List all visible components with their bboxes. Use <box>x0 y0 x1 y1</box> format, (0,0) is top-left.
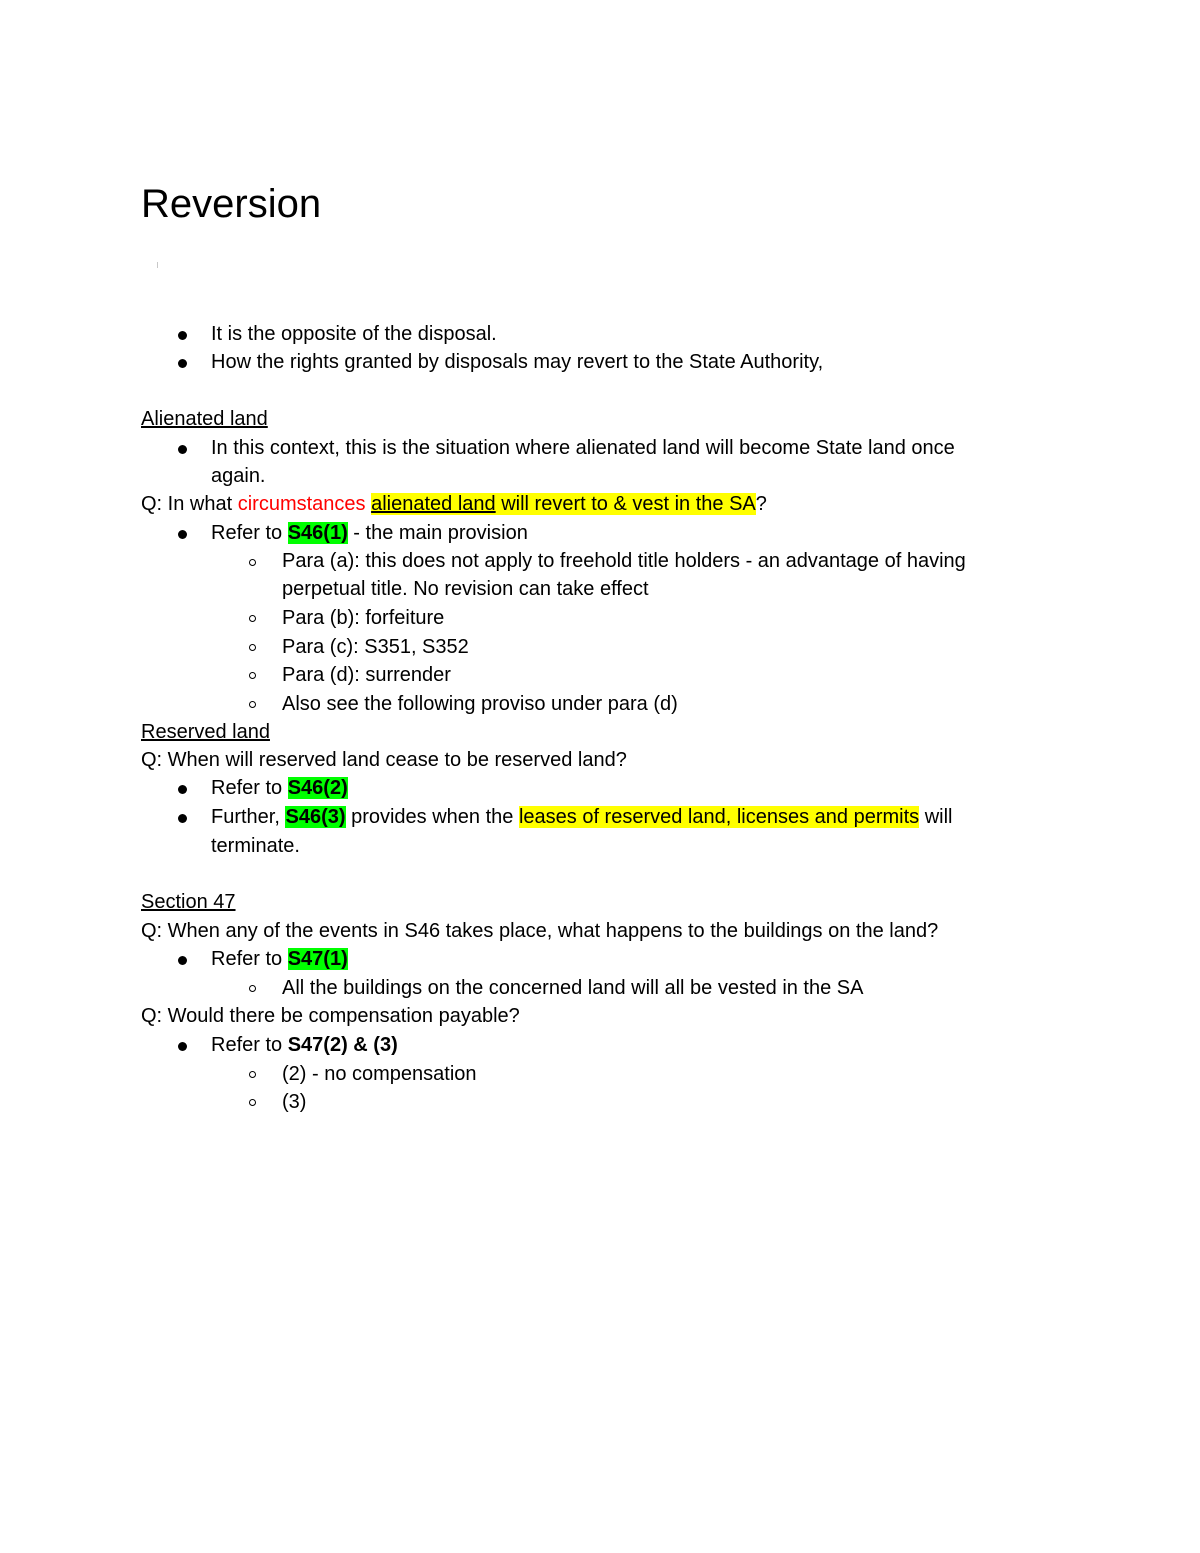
circle-bullet-icon <box>249 672 256 679</box>
refer-prefix: Refer to <box>211 777 288 799</box>
section-heading-s47: Section 47 <box>141 891 236 913</box>
section-ref-s46-3: S46(3) <box>285 806 346 828</box>
s47-buildings-vested: All the buildings on the concerned land will all be vested in the SA <box>282 977 864 999</box>
alienated-question <box>141 490 767 518</box>
alienated-context-line1: In this context, this is the situation where alienated land will become State land once <box>211 437 955 459</box>
reserved-question: Q: When will reserved land cease to be reserved land? <box>141 749 627 771</box>
bullet-icon <box>178 331 187 340</box>
highlighted-phrase <box>371 493 756 515</box>
refer-s47-1 <box>211 945 348 973</box>
circle-bullet-icon <box>249 615 256 622</box>
para-d: Para (d): surrender <box>282 664 451 686</box>
para-a-line1: Para (a): this does not apply to freehold title holders - an advantage of having <box>282 550 966 572</box>
section-ref-s46-1: S46(1) <box>287 522 348 544</box>
bullet-icon <box>178 1042 187 1051</box>
red-text: circumstances <box>237 493 366 515</box>
circle-bullet-icon <box>249 644 256 651</box>
circle-bullet-icon <box>249 701 256 708</box>
circle-bullet-icon <box>249 1071 256 1078</box>
section-ref-s46-2: S46(2) <box>287 777 348 799</box>
s47-question-1: Q: When any of the events in S46 takes place, what happens to the buildings on the land? <box>141 920 939 942</box>
further-prefix: Further, <box>211 806 286 828</box>
refer-s46-1 <box>211 519 528 547</box>
refer-prefix: Refer to <box>211 948 288 970</box>
para-d-proviso: Also see the following proviso under para (d) <box>282 693 678 715</box>
refer-suffix: - the main provision <box>347 522 528 544</box>
para-c: Para (c): S351, S352 <box>282 636 469 658</box>
section-ref-s47-1: S47(1) <box>287 948 348 970</box>
para-b: Para (b): forfeiture <box>282 607 445 629</box>
highlight-rest: will revert to & vest in the SA <box>495 493 756 515</box>
refer-prefix: Refer to <box>211 1034 288 1056</box>
circle-bullet-icon <box>249 1099 256 1106</box>
refer-s47-2-3 <box>211 1031 398 1059</box>
highlighted-phrase: leases of reserved land, licenses and permits <box>518 806 920 828</box>
refer-prefix: Refer to <box>211 522 288 544</box>
alienated-context-line2: again. <box>211 465 266 487</box>
circle-bullet-icon <box>249 559 256 566</box>
bullet-icon <box>178 785 187 794</box>
underlined-term: alienated land <box>371 493 496 515</box>
bullet-icon <box>178 956 187 965</box>
intro-item-1: It is the opposite of the disposal. <box>211 323 497 345</box>
bullet-icon <box>178 530 187 539</box>
s47-sub-3: (3) <box>282 1091 307 1113</box>
para-a-line2: perpetual title. No revision can take effect <box>282 578 649 600</box>
circle-bullet-icon <box>249 985 256 992</box>
s47-question-2: Q: Would there be compensation payable? <box>141 1005 520 1027</box>
question-mark: ? <box>755 493 767 515</box>
further-mid: provides when the <box>345 806 519 828</box>
further-end: will <box>919 806 953 828</box>
refer-s46-2 <box>211 774 348 802</box>
bullet-icon <box>178 445 187 454</box>
intro-item-2: How the rights granted by disposals may revert to the State Authority, <box>211 351 824 373</box>
page-title: Reversion <box>141 182 322 226</box>
section-heading-alienated: Alienated land <box>141 408 268 430</box>
bullet-icon <box>178 814 187 823</box>
stray-mark <box>157 262 158 268</box>
section-heading-reserved: Reserved land <box>141 721 270 743</box>
further-line2: terminate. <box>211 835 300 857</box>
question-prefix: Q: In what <box>141 493 238 515</box>
further-s46-3 <box>211 803 953 831</box>
bullet-icon <box>178 359 187 368</box>
s47-sub-2: (2) - no compensation <box>282 1063 477 1085</box>
section-ref-s47-2-3: S47(2) & (3) <box>287 1034 398 1056</box>
